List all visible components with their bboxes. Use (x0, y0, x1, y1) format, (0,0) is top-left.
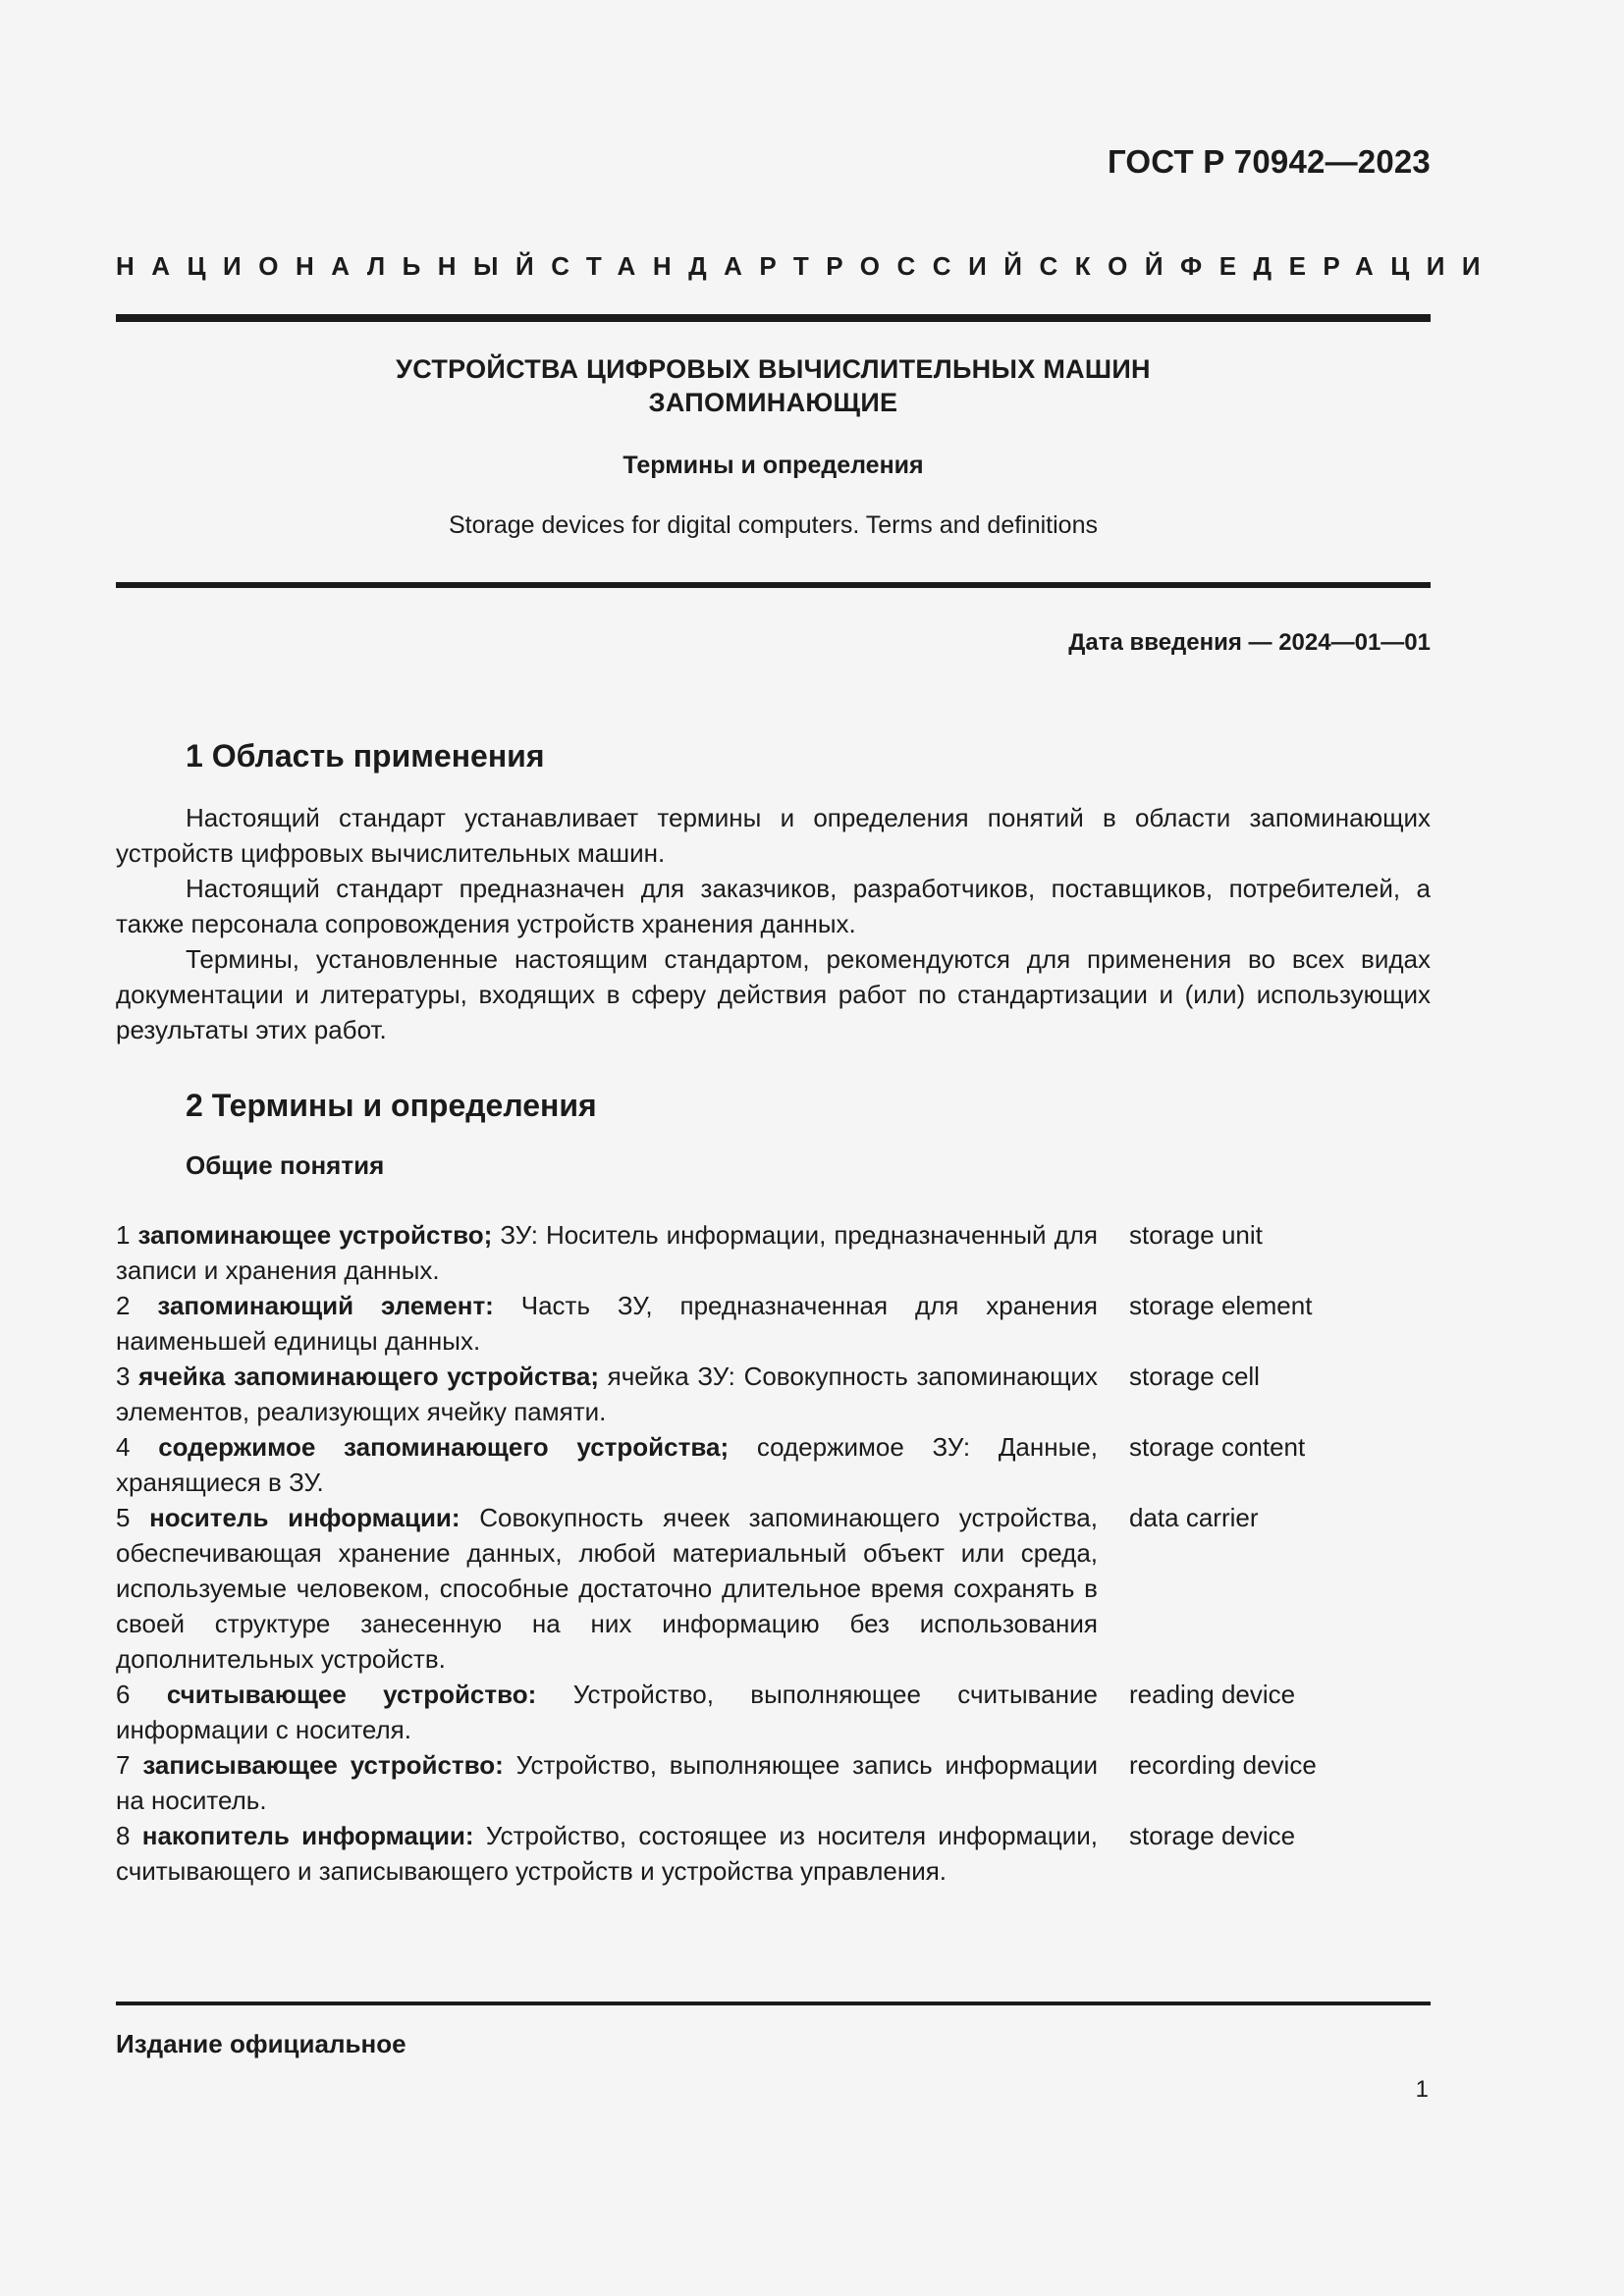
term-number: 2 (116, 1291, 131, 1320)
section-2-heading: 2 Термины и определения (186, 1088, 597, 1123)
section-1-heading: 1 Область применения (186, 738, 545, 774)
term-name: накопитель информации: (141, 1821, 474, 1850)
title-line-2: ЗАПОМИНАЮЩИЕ (648, 388, 898, 417)
scope-paragraph: Настоящий стандарт предназначен для заказчиков, разработчиков, поставщиков, потребителей, а также персонала сопровождения устройств хранения данных. (116, 874, 1431, 938)
terms-list (116, 1217, 1431, 1889)
term-definition-text: ЗУ: Носитель информации, предназначенный для записи и хранения данных. (116, 1220, 1098, 1285)
official-edition-label: Издание официальное (116, 2029, 406, 2058)
term-name: считывающее устройство: (166, 1680, 537, 1709)
banner-word: СТАНДАРТ (551, 251, 827, 281)
term-name: запоминающее устройство; (137, 1220, 493, 1250)
term-definition-text: содержимое ЗУ: Данные, хранящиеся в ЗУ. (116, 1432, 1098, 1497)
term-name: содержимое запоминающего устройства; (158, 1432, 730, 1462)
term-definition-text: Совокупность ячеек запоминающего устройства, обеспечивающая хранение данных, любой материальный объект или среда, используемые человеком, способные достаточно длительное время сохранять в своей структуре занесенную на них информацию без использования дополнительных устройств. (116, 1503, 1098, 1674)
term-definition (116, 1359, 1098, 1429)
english-title: Storage devices for digital computers. Terms and definitions (449, 511, 1098, 539)
term-english-equivalent: storage cell (1129, 1362, 1260, 1391)
term-number: 4 (116, 1432, 131, 1462)
footer-rule (116, 2002, 1431, 2005)
header-rule (116, 314, 1431, 322)
document-title (116, 352, 1431, 419)
term-number: 1 (116, 1220, 131, 1250)
term-entry (116, 1288, 1431, 1359)
term-english-equivalent: storage unit (1129, 1220, 1263, 1250)
term-entry (116, 1747, 1431, 1818)
term-number: 6 (116, 1680, 131, 1709)
term-english-equivalent: storage content (1129, 1432, 1306, 1462)
section-1-body (116, 800, 1431, 1047)
scope-paragraph: Настоящий стандарт устанавливает термины и определения понятий в области запоминающих устройств цифровых вычислительных машин. (116, 803, 1431, 868)
term-number: 8 (116, 1821, 131, 1850)
term-definition (116, 1677, 1098, 1747)
banner-word: РОССИЙСКОЙ (826, 251, 1181, 281)
term-entry (116, 1500, 1431, 1677)
term-definition (116, 1288, 1098, 1359)
term-name: записывающее устройство: (142, 1750, 504, 1780)
title-line-1: УСТРОЙСТВА ЦИФРОВЫХ ВЫЧИСЛИТЕЛЬНЫХ МАШИН (396, 354, 1151, 384)
term-entry (116, 1818, 1431, 1889)
term-definition (116, 1818, 1098, 1889)
term-definition-text: ячейка ЗУ: Совокупность запоминающих элементов, реализующих ячейку памяти. (116, 1362, 1099, 1426)
scope-paragraph: Термины, установленные настоящим стандартом, рекомендуются для применения во всех видах документации и литературы, входящих в сферу действия работ по стандартизации и (или) использующих результаты этих работ. (116, 944, 1431, 1044)
term-definition-text: Устройство, состоящее из носителя информации, считывающего и записывающего устройств и устройства управления. (116, 1821, 1098, 1886)
term-entry (116, 1677, 1431, 1747)
title-rule (116, 582, 1431, 588)
term-entry (116, 1359, 1431, 1429)
document-subtitle: Термины и определения (623, 452, 924, 479)
term-name: запоминающий элемент: (157, 1291, 494, 1320)
term-number: 7 (116, 1750, 131, 1780)
term-entry (116, 1217, 1431, 1288)
term-name: носитель информации: (149, 1503, 460, 1532)
section-2-subheading: Общие понятия (186, 1150, 385, 1180)
term-definition-text: Часть ЗУ, предназначенная для хранения наименьшей единицы данных. (116, 1291, 1098, 1356)
term-english-equivalent: storage device (1129, 1821, 1296, 1850)
document-code: ГОСТ Р 70942—2023 (1107, 143, 1431, 180)
term-number: 5 (116, 1503, 131, 1532)
term-definition-text: Устройство, выполняющее запись информации на носитель. (116, 1750, 1098, 1815)
term-number: 3 (116, 1362, 131, 1391)
term-english-equivalent: recording device (1129, 1750, 1317, 1780)
page-number: 1 (1415, 2076, 1429, 2103)
term-definition-text: Устройство, выполняющее считывание информации с носителя. (116, 1680, 1098, 1744)
term-name: ячейка запоминающего устройства; (138, 1362, 599, 1391)
term-english-equivalent: data carrier (1129, 1503, 1259, 1532)
banner-word: ФЕДЕРАЦИИ (1180, 251, 1498, 281)
national-standard-banner (116, 251, 1498, 282)
term-definition (116, 1429, 1098, 1500)
banner-word: НАЦИОНАЛЬНЫЙ (116, 251, 552, 281)
term-definition (116, 1747, 1098, 1818)
term-english-equivalent: reading device (1129, 1680, 1296, 1709)
term-definition (116, 1217, 1098, 1288)
term-definition (116, 1500, 1098, 1677)
term-entry (116, 1429, 1431, 1500)
introduction-date: Дата введения — 2024—01—01 (1068, 629, 1431, 656)
term-english-equivalent: storage element (1129, 1291, 1313, 1320)
